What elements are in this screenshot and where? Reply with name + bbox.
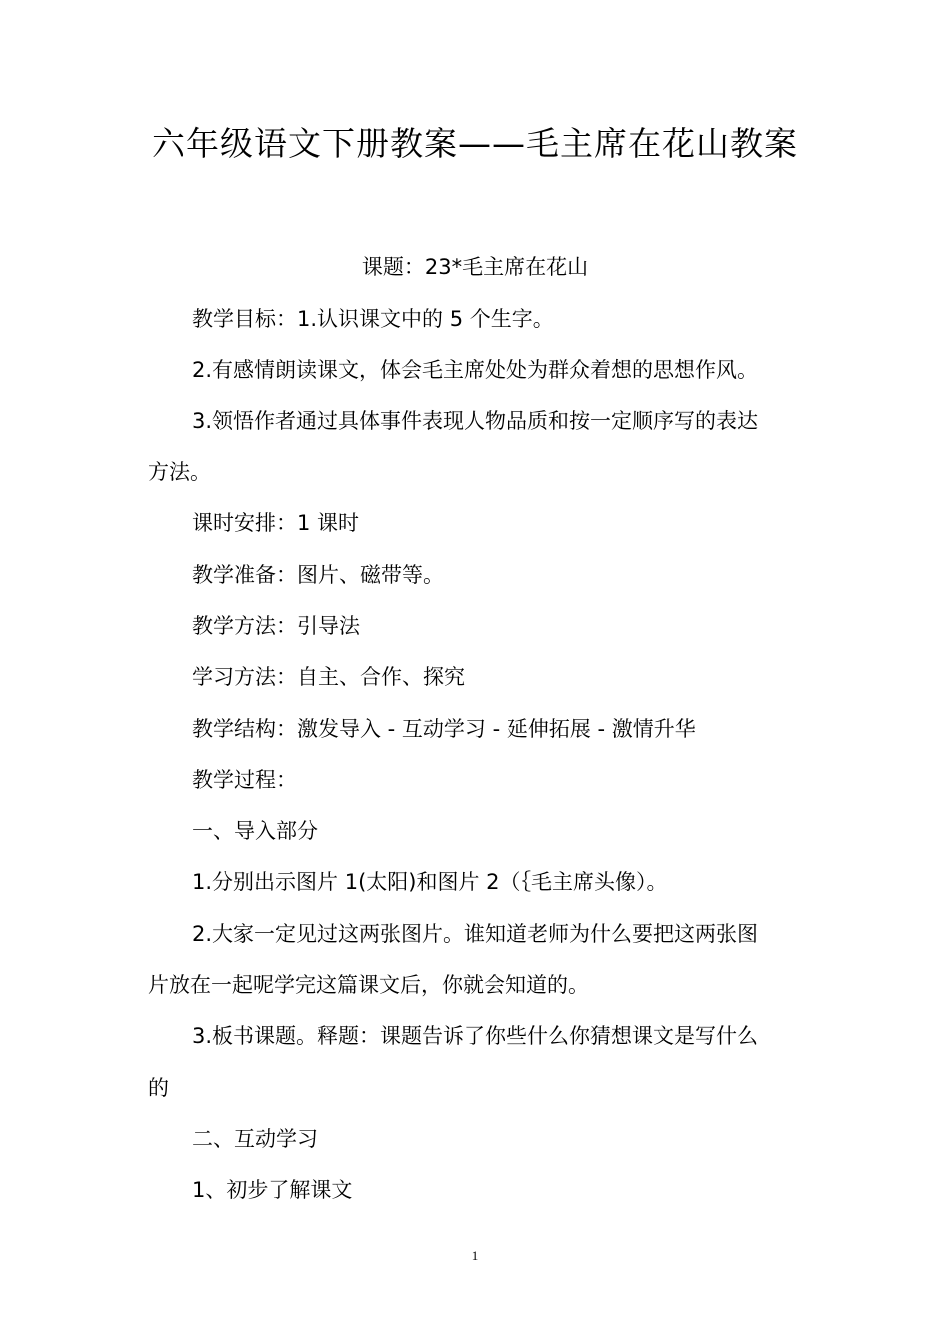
teaching-goal-3-continued: 方法。 xyxy=(148,460,211,484)
class-schedule: 课时安排：1 课时 xyxy=(192,511,360,535)
section-interactive-learning-heading: 二、互动学习 xyxy=(192,1127,318,1151)
introduction-step-1: 1.分别出示图片 1(太阳)和图片 2（｛毛主席头像）。 xyxy=(192,870,668,894)
introduction-step-2: 2.大家一定见过这两张图片。谁知道老师为什么要把这两张图 xyxy=(192,922,759,946)
section-introduction-heading: 一、导入部分 xyxy=(192,819,318,843)
teaching-goal-3: 3.领悟作者通过具体事件表现人物品质和按一定顺序写的表达 xyxy=(192,409,759,433)
learning-method: 学习方法：自主、合作、探究 xyxy=(192,665,465,689)
document-title: 六年级语文下册教案——毛主席在花山教案 xyxy=(152,124,798,163)
introduction-step-3-continued: 的 xyxy=(148,1076,169,1100)
page-number: 1 xyxy=(471,1248,479,1263)
teaching-structure: 教学结构：激发导入 - 互动学习 - 延伸拓展 - 激情升华 xyxy=(192,717,696,741)
teaching-process-heading: 教学过程： xyxy=(192,768,297,792)
introduction-step-3: 3.板书课题。释题：课题告诉了你些什么你猜想课文是写什么 xyxy=(192,1024,759,1048)
lesson-title: 课题：23*毛主席在花山 xyxy=(361,255,589,279)
interactive-learning-step-1: 1、初步了解课文 xyxy=(192,1178,353,1202)
teaching-method: 教学方法：引导法 xyxy=(192,614,360,638)
introduction-step-2-continued: 片放在一起呢学完这篇课文后，你就会知道的。 xyxy=(148,973,589,997)
teaching-goal-2: 2.有感情朗读课文，体会毛主席处处为群众着想的思想作风。 xyxy=(192,358,759,382)
teaching-preparation: 教学准备：图片、磁带等。 xyxy=(192,563,444,587)
teaching-goal-1: 教学目标：1.认识课文中的 5 个生字。 xyxy=(192,307,554,331)
